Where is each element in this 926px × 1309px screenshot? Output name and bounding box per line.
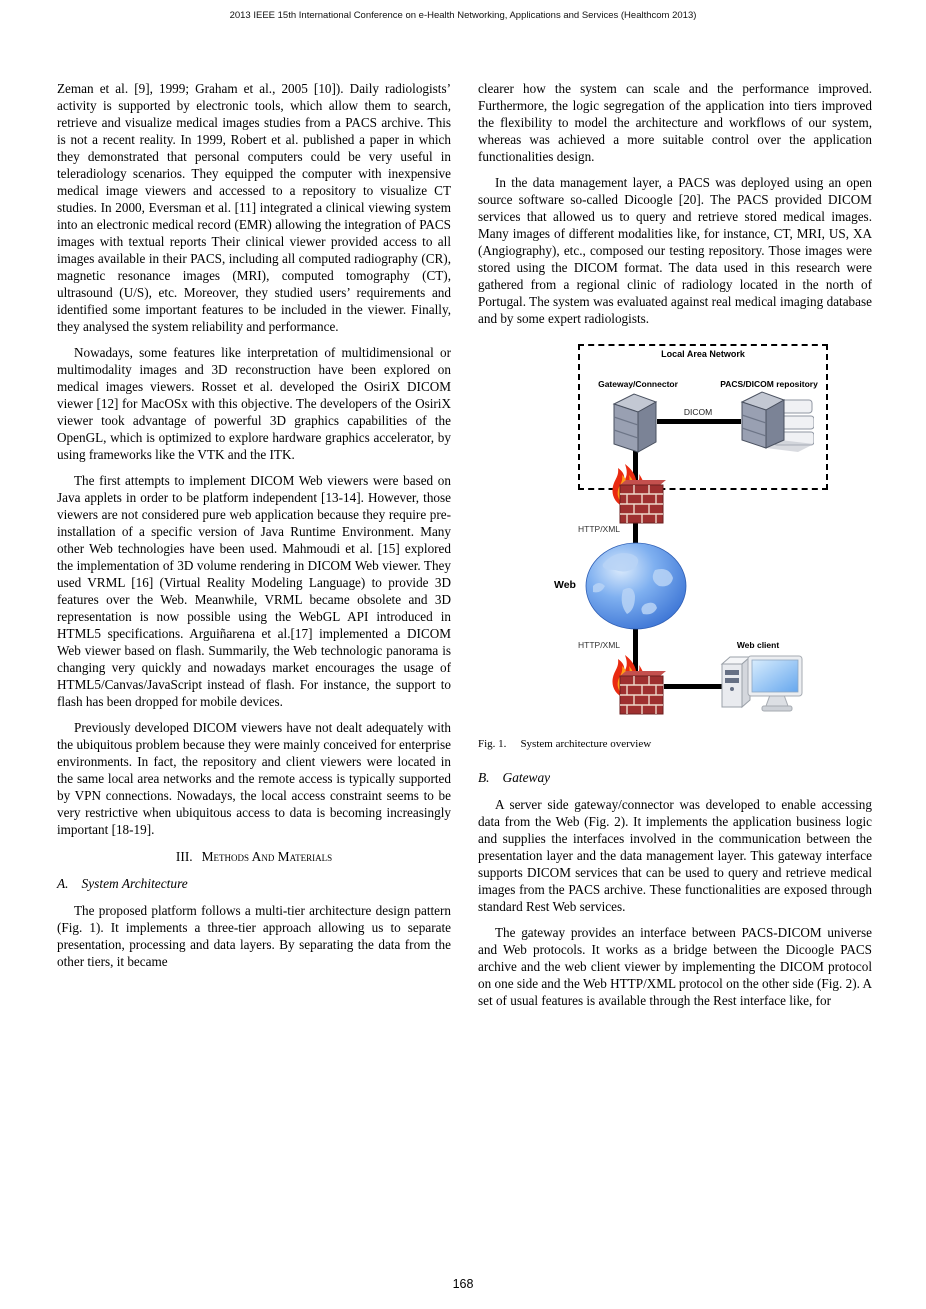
paragraph: Zeman et al. [9], 1999; Graham et al., 2005 [10]). Daily radiologists’ activity is supported by electronic tools, which allow them to search, retrieve and visualize medical images studies from a PACS archive. This is not a recent reality. In 1999, Robert et al. published a paper in which they demonstrated that personal computers could be very useful in teleradiology scenarios. They equipped the computer with inexpensive medical image viewers and accessed to a repository to visualize CT studies. In 2000, Eversman et al. [11] integrated a clinical viewing system into an electronic medical record (EMR) allowing the integration of PACS images with textual reports Their clinical viewer provided access to all images available in their PACS, including all computed radiography (CR), magnetic resonance images (MRI), computed tomography (CT), ultrasound (U/S), etc. Moreover, they studied users’ requirements and identified some important features to be included in the viewer. Finally, they analysed the system reliability and performance. [57,81,451,334]
subsection-label: A. [57,876,69,891]
gateway-label: Gateway/Connector [598,379,678,389]
dicom-link-label: DICOM [683,407,713,417]
subsection-label: B. [478,770,490,785]
firewall-to-client-line [664,684,728,689]
running-head: 2013 IEEE 15th International Conference on e-Health Networking, Applications and Services (Healthcom 2013) [229,10,697,21]
paragraph: Previously developed DICOM viewers have not dealt adequately with the ubiquitous problem because they were mainly conceived for enterprise environments. In fact, the repository and client viewers were located in the same local area networks and the remote access is typically supported by VPN connections. Nowadays, the local access constraint seems to be very restrictive when ubiquitous access to data is becoming increasingly important [18-19]. [57,720,451,837]
firewall-icon [606,654,666,716]
paragraph: Nowadays, some features like interpretation of multidimensional or multimodality images and 3D reconstruction have been explored on medical images viewers. Rosset et al. developed the OsiriX DICOM viewer [12] for MacOSx with this objective. The developers of the OsiriX viewer took advantage of powerful 3D graphics capabilities of the OpenGL, which is optimized to explore hardware graphics accelerator, by using frameworks like the VTK and the ITK. [57,345,451,462]
lan-label: Local Area Network [661,349,745,359]
section-heading-methods [57,848,451,865]
http-xml-lower-label: HTTP/XML [578,640,621,650]
web-client-icon [720,648,804,714]
subsection-heading-a [57,875,451,892]
figure-caption-text: System architecture overview [520,738,652,750]
web-label: Web [554,579,576,591]
page-number: 168 [452,1277,474,1291]
left-column [57,80,451,979]
paragraph: A server side gateway/connector was developed to enable accessing data from the Web (Fig. 2). It implements the application business logic and supplies the interfaces involved in the communication between the presentation layer and the data management layer. This gateway interface supports DICOM services that can be used to query and retrieve medical images from the PACS archive. These functionalities are exposed through standard Rest Web services. [478,797,872,914]
paragraph: The gateway provides an interface between PACS-DICOM universe and Web protocols. It works as a bridge between the Dicoogle PACS archive and the web client viewer by implementing the DICOM protocol on one side and the Web HTTP/XML protocol on the other side (Fig. 2). A set of usual features is available through the Rest interface like, for [478,925,872,1008]
subsection-heading-b [478,769,872,786]
subsection-title: System Architecture [81,876,188,891]
paragraph: The first attempts to implement DICOM Web viewers were based on Java applets in order to be platform independent [13-14]. However, those viewers are not considered pure web application because they require pre-installation of a specific version of Java Runtime Environment. Many other Web technologies have been used. Mahmoudi et al. [15] explored the implementation of 3D volume rendering in DICOM Web viewer. They used VRML [16] (Virtual Reality Modeling Language) to provide 3D features over the Web. Meanwhile, VRML became obsolete and 3D representation is now possible using the WebGL API introduced in HTML5 specifications. Arguiñarena et al.[17] implemented a DICOM Web viewer based on flash. Summarily, the Web technologic panorama is changing very quickly and nowadays market encourages the usage of HTML5/Canvas/JavaScript instead of flash. For instance, the support to flash has been dropped for mobile devices. [57,473,451,709]
figure-1-system-architecture [478,336,872,728]
paragraph: The proposed platform follows a multi-tier architecture design pattern (Fig. 1). It implements a three-tier approach allowing us to separate presentation, processing and data layers. By separating the data from the other tiers, it became [57,903,451,969]
figure-caption [478,736,872,753]
pacs-server-icon [740,386,814,452]
paragraph: clearer how the system can scale and the performance improved. Furthermore, the logic segregation of the application into tiers improved the flexibility to model the architecture and workflows of our system, whereas was achieved a more suitable control over the application functionalities design. [478,81,872,164]
right-column [478,80,872,1018]
section-number: III. [175,849,193,864]
web-globe-icon [585,542,687,630]
gateway-server-icon [612,390,658,454]
web-client-label: Web client [736,640,780,650]
subsection-title: Gateway [502,770,551,785]
figure-caption-label: Fig. 1. [478,738,507,750]
section-title: Methods And Materials [201,849,333,864]
firewall-icon [606,463,666,525]
http-xml-upper-label: HTTP/XML [578,524,621,534]
pacs-repository-label: PACS/DICOM repository [720,379,818,389]
paragraph: In the data management layer, a PACS was deployed using an open source software so-called Dicoogle [20]. The PACS provided DICOM services that allowed us to query and retrieve stored medical images. Many images of different modalities like, for instance, CT, MRI, US, XA (Angiography), etc., composed our testing repository. Those images were stored using the DICOM format. The data used in this research were gathered from a regional clinic of radiology located in the north of Portugal. The system was evaluated against real medical imaging database and by some expert radiologists. [478,175,872,326]
